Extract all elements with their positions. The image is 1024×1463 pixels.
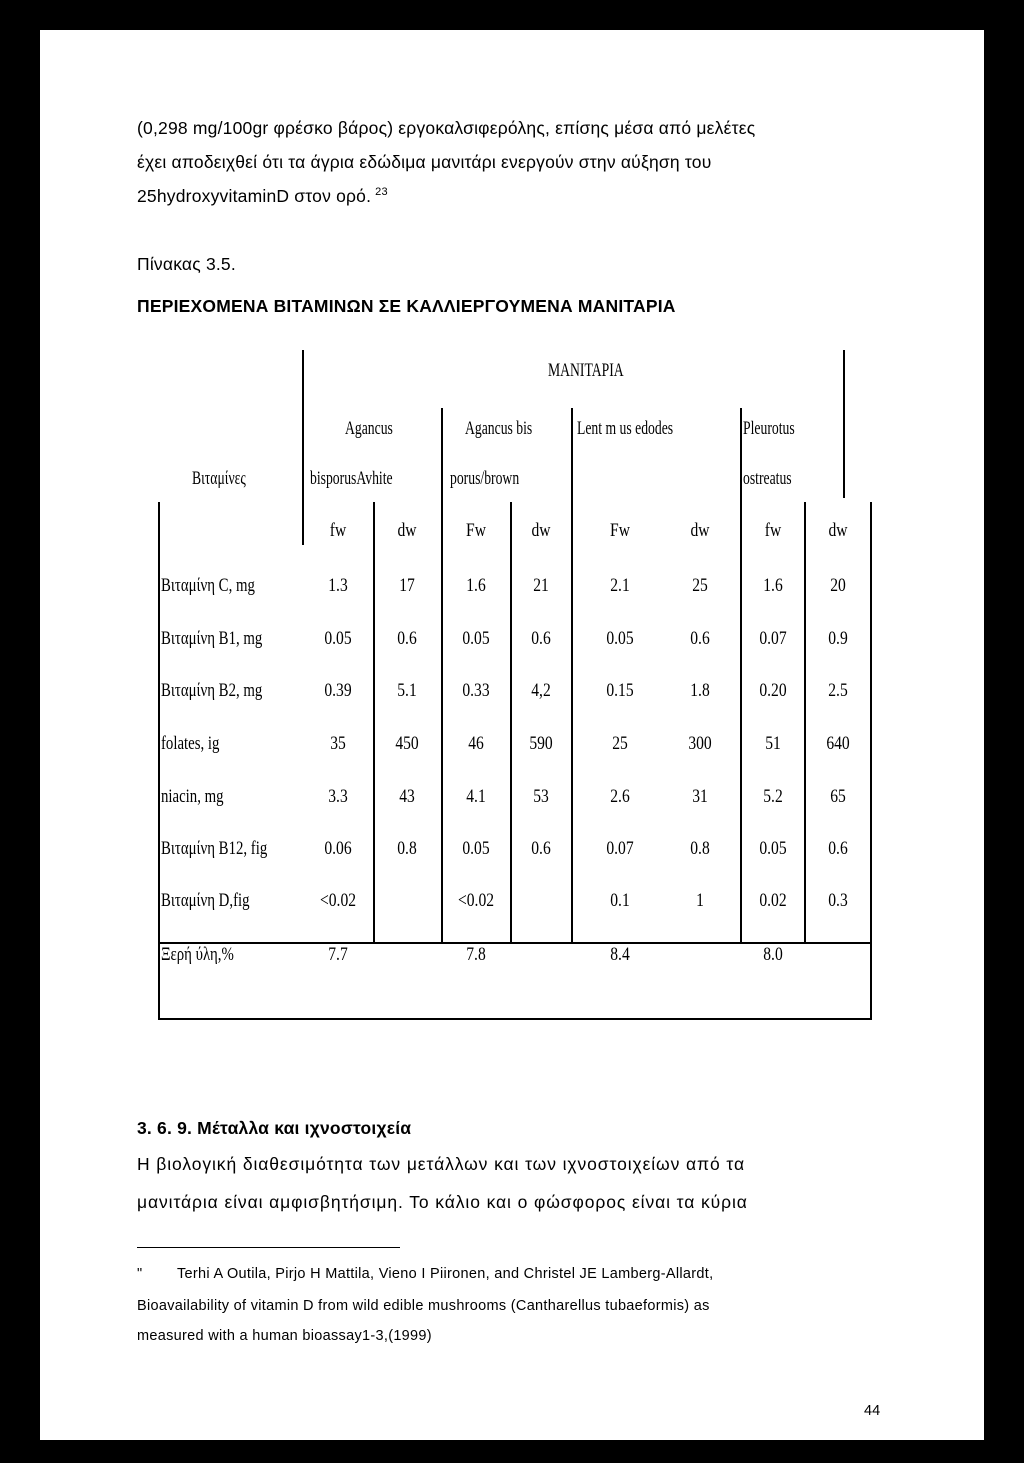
table-cell: <0.02: [457, 890, 495, 911]
species-4-line-1: Pleurotus: [743, 418, 795, 439]
section-heading: 3. 6. 9. Μέταλλα και ιχνοστοιχεία: [137, 1118, 412, 1138]
species-2-line-1: Agancus bis: [465, 418, 533, 439]
species-1-line-2: bisporusAvhite: [310, 468, 393, 489]
document-page: [40, 30, 984, 1440]
intro-line-2: έχει αποδειχθεί ότι τα άγρια εδώδιμα μανιτάρι ενεργούν στην αύξηση του: [137, 152, 712, 172]
table-cell: 0.05: [324, 628, 352, 649]
table-cell: 0.39: [324, 680, 352, 701]
subheader-4: dw: [531, 520, 551, 541]
subheader-3: Fw: [466, 520, 486, 541]
table-cell: 0.02: [759, 890, 787, 911]
table-cell: 2.1: [610, 575, 630, 596]
table-group-header: ΜΑΝΙΤΑΡΙΑ: [548, 360, 624, 381]
table-cell: 300: [688, 733, 712, 754]
table-cell: 5.1: [397, 680, 417, 701]
table-cell: 0.9: [828, 628, 848, 649]
table-cell: 0.05: [759, 838, 787, 859]
table-cell: 0.07: [759, 628, 787, 649]
table-cell: 0.33: [462, 680, 490, 701]
intro-line-1: (0,298 mg/100gr φρέσκο βάρος) εργοκαλσιφερόλης, επίσης μέσα από μελέτες: [137, 118, 756, 138]
footnote-separator: [137, 1247, 400, 1248]
table-cell: 0.8: [397, 838, 417, 859]
subheader-8: dw: [828, 520, 848, 541]
intro-line-3-text: 25hydroxyvitaminD στον ορό.: [137, 186, 372, 206]
table-cell: 25: [692, 575, 708, 596]
table-cell: 7.8: [466, 944, 486, 965]
table-cell: 0.6: [531, 838, 551, 859]
table-cell: 4.1: [466, 786, 486, 807]
table-title: ΠΕΡΙΕΧΟΜΕΝΑ ΒΙΤΑΜΙΝΩΝ ΣΕ ΚΑΛΛΙΕΡΓΟΥΜΕΝΑ ΜΑΝΙΤΑΡΙΑ: [137, 296, 676, 316]
table-cell: 43: [399, 786, 415, 807]
table-cell: 0.6: [397, 628, 417, 649]
table-cell: 0.20: [759, 680, 787, 701]
species-2-line-2: porus/brown: [450, 468, 520, 489]
row-label: Βιταμίνη C, mg: [161, 575, 255, 596]
table-cell: 590: [529, 733, 553, 754]
table-cell: 4,2: [531, 680, 551, 701]
footnote-line-3: measured with a human bioassay1-3,(1999): [137, 1328, 432, 1344]
table-cell: 1.6: [466, 575, 486, 596]
table-cell: 1.8: [690, 680, 710, 701]
table-cell: 35: [330, 733, 346, 754]
vitamin-table: [40, 30, 984, 1030]
table-cell: 0.05: [606, 628, 634, 649]
table-cell: 450: [395, 733, 419, 754]
table-cell: 21: [533, 575, 549, 596]
subheader-1: fw: [329, 520, 347, 541]
species-3-line-1: Lent m us edodes: [577, 418, 674, 439]
table-cell: 640: [826, 733, 850, 754]
table-cell: 1.6: [763, 575, 783, 596]
row-label: Βιταμίνη Β12, fig: [161, 838, 268, 859]
table-cell: 2.5: [828, 680, 848, 701]
table-cell: 0.8: [690, 838, 710, 859]
table-cell: 0.1: [610, 890, 630, 911]
table-cell: 0.6: [531, 628, 551, 649]
table-cell: 8.4: [610, 944, 630, 965]
table-cell: 1.3: [328, 575, 348, 596]
subheader-5: Fw: [610, 520, 630, 541]
table-cell: 0.6: [690, 628, 710, 649]
table-cell: 7.7: [328, 944, 348, 965]
row-label: Βιταμίνη Β2, mg: [161, 680, 263, 701]
table-cell: <0.02: [319, 890, 357, 911]
table-cell: 0.05: [462, 838, 490, 859]
table-cell: 25: [612, 733, 628, 754]
table-cell: 20: [830, 575, 846, 596]
table-cell: 65: [830, 786, 846, 807]
section-line-1: Η βιολογική διαθεσιμότητα των μετάλλων και των ιχνοστοιχείων από τα: [137, 1154, 746, 1174]
row-label: niacin, mg: [161, 786, 224, 807]
footnote-line-2: Bioavailability of vitamin D from wild edible mushrooms (Cantharellus tubaeformis) as: [137, 1298, 710, 1314]
table-cell: 1: [696, 890, 704, 911]
row-header-vitamins: Βιταμίνες: [192, 468, 246, 489]
table-cell: 0.3: [828, 890, 848, 911]
page-number: 44: [864, 1403, 881, 1419]
table-cell: 5.2: [763, 786, 783, 807]
table-cell: 31: [692, 786, 708, 807]
subheader-6: dw: [690, 520, 710, 541]
footnote-mark: ": [137, 1266, 143, 1282]
table-cell: 3.3: [328, 786, 348, 807]
row-label: Βιταμίνη D,fig: [161, 890, 250, 911]
table-cell: 51: [765, 733, 781, 754]
table-cell: 0.6: [828, 838, 848, 859]
table-number: Πίνακας 3.5.: [137, 254, 236, 274]
row-label: folates, ig: [161, 733, 220, 754]
table-cell: 0.06: [324, 838, 352, 859]
table-cell: 0.15: [606, 680, 634, 701]
table-cell: 53: [533, 786, 549, 807]
table-cell: 2.6: [610, 786, 630, 807]
species-1-line-1: Agancus: [345, 418, 393, 439]
table-cell: 46: [468, 733, 484, 754]
section-line-2: μανιτάρια είναι αμφισβητήσιμη. Το κάλιο και ο φώσφορος είναι τα κύρια: [137, 1192, 748, 1212]
row-label: Ξερή ύλη,%: [161, 944, 234, 965]
footnote-line-1: Terhi A Outila, Pirjo H Mattila, Vieno I Piironen, and Christel JE Lamberg-Allardt,: [177, 1266, 714, 1282]
row-label: Βιταμίνη Β1, mg: [161, 628, 263, 649]
table-cell: 0.07: [606, 838, 634, 859]
footnote-reference: 23: [375, 186, 388, 199]
table-cell: 17: [399, 575, 415, 596]
subheader-7: fw: [764, 520, 782, 541]
table-cell: 8.0: [763, 944, 783, 965]
subheader-2: dw: [397, 520, 417, 541]
species-4-line-2: ostreatus: [743, 468, 792, 489]
table-cell: 0.05: [462, 628, 490, 649]
